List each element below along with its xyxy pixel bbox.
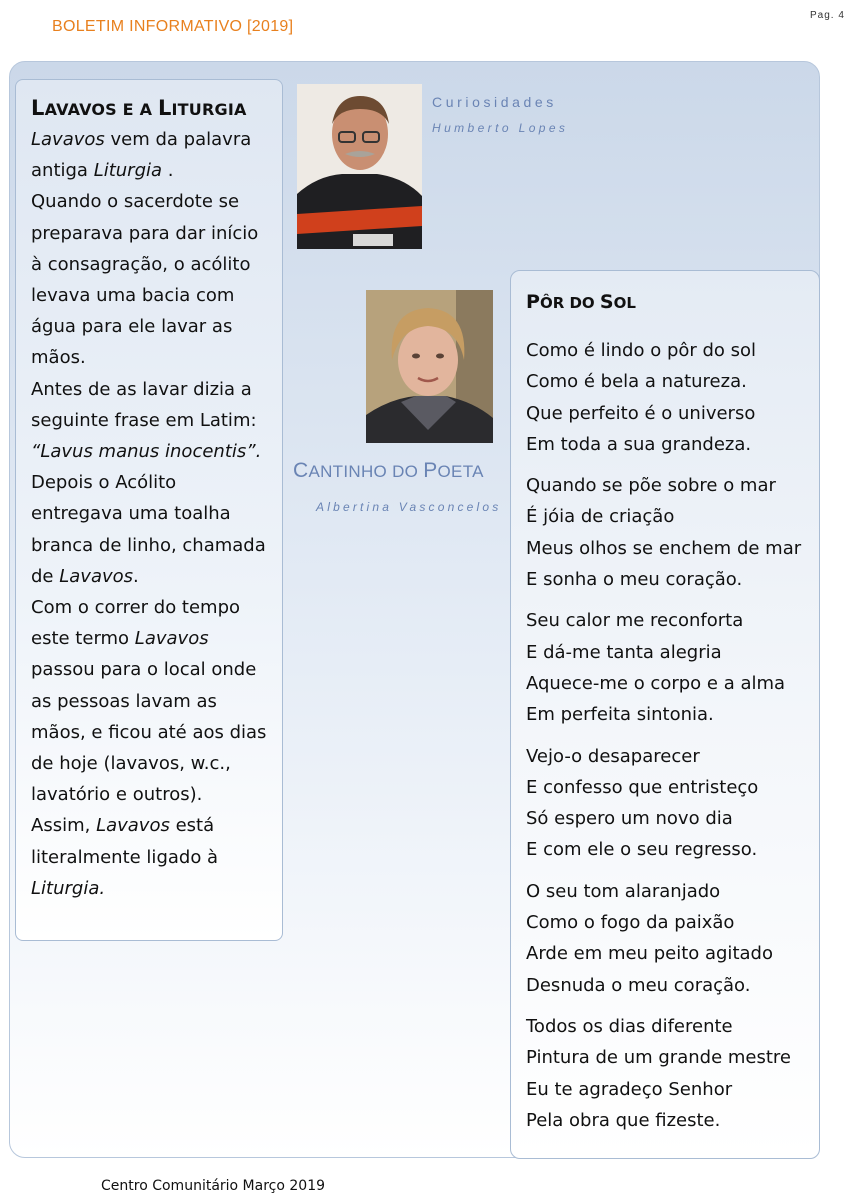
man-portrait-icon bbox=[297, 84, 422, 249]
poem-stanza bbox=[526, 1011, 811, 1136]
poem-verse: Desnuda o meu coração. bbox=[526, 974, 751, 996]
poem-verse: E com ele o seu regresso. bbox=[526, 839, 758, 861]
article-title-initial-2: L bbox=[157, 96, 172, 120]
text-run: vem da palavra antiga bbox=[31, 129, 252, 182]
section-initial-2: P bbox=[423, 459, 438, 482]
author-name-humberto: Humberto Lopes bbox=[432, 121, 569, 135]
poem-stanza bbox=[526, 605, 811, 730]
italic-term: Lavavos bbox=[59, 565, 134, 587]
poem-verse: Seu calor me reconforta bbox=[526, 610, 744, 632]
text-run: Antes de as lavar dizia a seguinte frase em Latim: bbox=[31, 378, 257, 431]
poem-verse: Em toda a sua grandeza. bbox=[526, 433, 752, 455]
article-paragraph bbox=[31, 810, 272, 904]
poem-title-initial-2: S bbox=[599, 291, 614, 313]
poem-verse: E sonha o meu coração. bbox=[526, 569, 743, 591]
poem-verse: Em perfeita sintonia. bbox=[526, 704, 714, 726]
poem-verse: Como o fogo da paixão bbox=[526, 912, 735, 934]
article-body bbox=[31, 124, 272, 904]
author-photo-humberto bbox=[297, 84, 422, 249]
italic-term: Lavavos bbox=[134, 628, 209, 650]
poem-verse: E confesso que entristeço bbox=[526, 776, 759, 798]
italic-term: Liturgia bbox=[93, 160, 163, 182]
article-paragraph bbox=[31, 467, 272, 592]
poem-verse: Que perfeito é o universo bbox=[526, 402, 756, 424]
poem-verse: O seu tom alaranjado bbox=[526, 880, 721, 902]
article-paragraph bbox=[31, 374, 272, 468]
poem-verse: Arde em meu peito agitado bbox=[526, 943, 773, 965]
text-run: passou para o local onde as pessoas lavam as mãos, e ficou até aos dias de hoje (lavavos, w.c., lavatório e outros). bbox=[31, 659, 267, 806]
text-run: está literalmente ligado à bbox=[31, 815, 219, 868]
article-paragraph bbox=[31, 186, 272, 373]
poem-verse: Vejo-o desaparecer bbox=[526, 745, 700, 767]
poem-stanza bbox=[526, 876, 811, 1001]
poem-body bbox=[526, 335, 811, 1136]
poem-verse: Pela obra que fizeste. bbox=[526, 1109, 721, 1131]
article-title-initial: L bbox=[31, 96, 45, 120]
poem-verse: E dá-me tanta alegria bbox=[526, 641, 722, 663]
poem-verse: Só espero um novo dia bbox=[526, 808, 733, 830]
newsletter-title: BOLETIM INFORMATIVO [2019] bbox=[52, 18, 294, 35]
poem-verse: Todos os dias diferente bbox=[526, 1015, 733, 1037]
poem-verse: Aquece-me o corpo e a alma bbox=[526, 672, 786, 694]
text-run: Depois o Acólito entregava uma toalha branca de linho, chamada de bbox=[31, 472, 266, 587]
woman-portrait-icon bbox=[366, 290, 493, 443]
article-paragraph bbox=[31, 124, 272, 186]
poem-stanza bbox=[526, 335, 811, 460]
article-title-part-2: ITURGIA bbox=[171, 100, 247, 119]
poem-verse: É jóia de criação bbox=[526, 506, 675, 528]
article-title-part: AVAVOS E A bbox=[44, 100, 158, 119]
author-name-albertina: Albertina Vasconcelos bbox=[316, 500, 502, 514]
text-run: Com o correr do tempo este termo bbox=[31, 597, 241, 650]
section-part-2: OETA bbox=[437, 462, 484, 481]
poem-verse: Meus olhos se enchem de mar bbox=[526, 537, 802, 559]
section-part: ANTINHO DO bbox=[308, 462, 424, 481]
italic-term: Liturgia. bbox=[31, 877, 106, 899]
poem-verse: Pintura de um grande mestre bbox=[526, 1047, 791, 1069]
poem-title-part: ÔR DO bbox=[539, 294, 600, 312]
text-run: Quando o sacerdote se preparava para dar início à consagração, o acólito levava uma bacia com água para ele lavar as mãos. bbox=[31, 191, 259, 369]
poem-verse: Eu te agradeço Senhor bbox=[526, 1078, 733, 1100]
page-footer: Centro Comunitário Março 2019 bbox=[101, 1178, 326, 1194]
poem-stanza bbox=[526, 741, 811, 866]
poem-verse: Como é lindo o pôr do sol bbox=[526, 340, 757, 361]
article-title bbox=[31, 96, 272, 120]
poem-title bbox=[526, 291, 811, 313]
poem-title-part-2: OL bbox=[613, 294, 636, 312]
section-initial: C bbox=[293, 459, 309, 482]
article-box bbox=[15, 79, 283, 941]
author-photo-albertina bbox=[366, 290, 493, 443]
poem-title-initial: P bbox=[526, 291, 540, 313]
text-run: . bbox=[133, 565, 139, 587]
article-paragraph bbox=[31, 592, 272, 810]
latin-quote: “Lavus manus inocentis”. bbox=[31, 441, 262, 463]
italic-term: Lavavos bbox=[96, 815, 170, 837]
poem-verse: Como é bela a natureza. bbox=[526, 371, 747, 393]
italic-term: Lavavos bbox=[31, 129, 105, 150]
text-run: . bbox=[162, 160, 174, 182]
poem-stanza bbox=[526, 470, 811, 595]
section-label-cantinho-do-poeta bbox=[293, 459, 484, 483]
page-number: Pag. 4 bbox=[810, 10, 845, 21]
text-run: Assim, bbox=[31, 815, 97, 837]
poem-box bbox=[510, 270, 820, 1159]
poem-verse: Quando se põe sobre o mar bbox=[526, 475, 776, 497]
section-label-curiosidades: Curiosidades bbox=[432, 94, 557, 110]
